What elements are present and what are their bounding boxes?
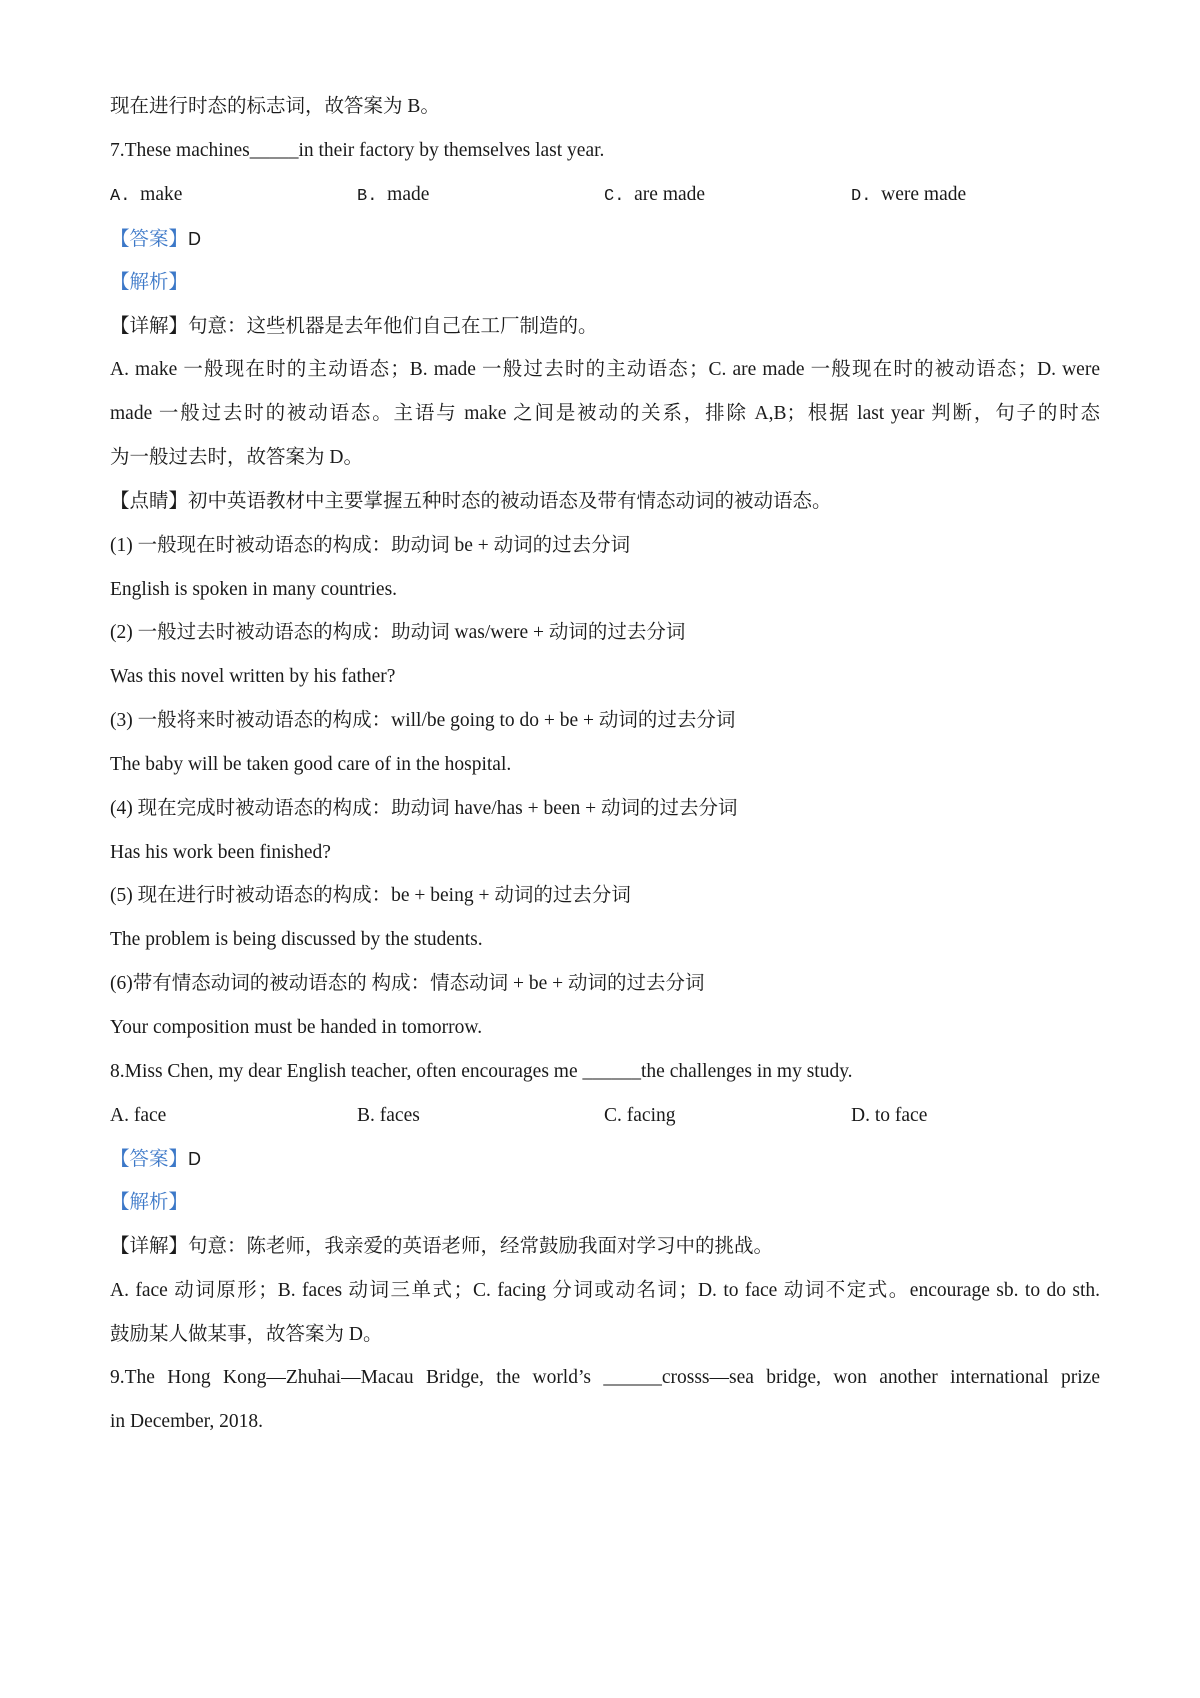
text-line: (5) 现在进行时被动语态的构成：be + being + 动词的过去分词: [110, 885, 631, 906]
text-line: The problem is being discussed by the students.: [110, 929, 483, 950]
answer-label: 【答案】: [110, 229, 189, 250]
text-line: (3) 一般将来时被动语态的构成：will/be going to do + be + 动词的过去分词: [110, 710, 736, 731]
option-a: A. face: [110, 1105, 167, 1126]
text-line: Was this novel written by his father?: [110, 666, 396, 687]
text-line: Has his work been finished?: [110, 842, 331, 863]
text-line: (2) 一般过去时被动语态的构成：助动词 was/were + 动词的过去分词: [110, 622, 686, 643]
answer-line: [110, 1146, 1100, 1173]
text-line: Your composition must be handed in tomorrow.: [110, 1017, 483, 1038]
text-line: 鼓励某人做某事，故答案为 D。: [110, 1324, 383, 1345]
text-line: (4) 现在完成时被动语态的构成：助动词 have/has + been + 动词的过去分词: [110, 798, 738, 819]
text-line: (1) 一般现在时被动语态的构成：助动词 be + 动词的过去分词: [110, 535, 631, 556]
answer-value: D: [188, 1149, 202, 1169]
question-8-stem: 8.Miss Chen, my dear English teacher, often encourages me ______the challenges in my study.: [110, 1061, 853, 1082]
question-7-stem: 7.These machines_____in their factory by themselves last year.: [110, 140, 605, 161]
text-line: 现在进行时态的标志词，故答案为 B。: [110, 96, 440, 117]
text-line: A. face 动词原形；B. faces 动词三单式；C. facing 分词或动名词；D. to face 动词不定式。encourage sb. to do sth.: [110, 1280, 1100, 1301]
question-9-stem: 9.The Hong Kong—Zhuhai—Macau Bridge, the world’s ______crosss—sea bridge, won another international prize: [110, 1367, 1100, 1388]
answer-label: 【答案】: [110, 1149, 189, 1170]
option-c: C. facing: [604, 1105, 676, 1126]
text-line: 【点睛】初中英语教材中主要掌握五种时态的被动语态及带有情态动词的被动语态。: [110, 491, 832, 512]
text-line: A. make 一般现在时的主动语态；B. made 一般过去时的主动语态；C. are made 一般现在时的被动语态；D. were: [110, 359, 1100, 380]
text-line: 【详解】句意：这些机器是去年他们自己在工厂制造的。: [110, 316, 598, 337]
analysis-line: [110, 270, 1100, 296]
analysis-label: 【解析】: [110, 1192, 189, 1213]
text-line: 【详解】句意：陈老师，我亲爱的英语老师，经常鼓励我面对学习中的挑战。: [110, 1236, 774, 1257]
option-d: D. to face: [851, 1105, 928, 1126]
text-line: (6)带有情态动词的被动语态的 构成：情态动词 + be + 动词的过去分词: [110, 973, 705, 994]
answer-line: [110, 226, 1100, 253]
option-a: A. make: [110, 184, 183, 206]
option-d: D. were made: [851, 184, 967, 206]
text-line: made 一般过去时的被动语态。主语与 make 之间是被动的关系，排除 A,B；根据 last year 判断，句子的时态: [110, 403, 1100, 424]
option-b: B. faces: [357, 1105, 420, 1126]
analysis-label: 【解析】: [110, 272, 189, 293]
option-c: C. are made: [604, 184, 706, 206]
analysis-line: [110, 1190, 1100, 1216]
text-line: The baby will be taken good care of in the hospital.: [110, 754, 512, 775]
text-line: in December, 2018.: [110, 1411, 264, 1432]
answer-value: D: [188, 229, 202, 249]
option-b: B. made: [357, 184, 430, 206]
text-line: English is spoken in many countries.: [110, 579, 398, 600]
text-line: 为一般过去时，故答案为 D。: [110, 447, 363, 468]
